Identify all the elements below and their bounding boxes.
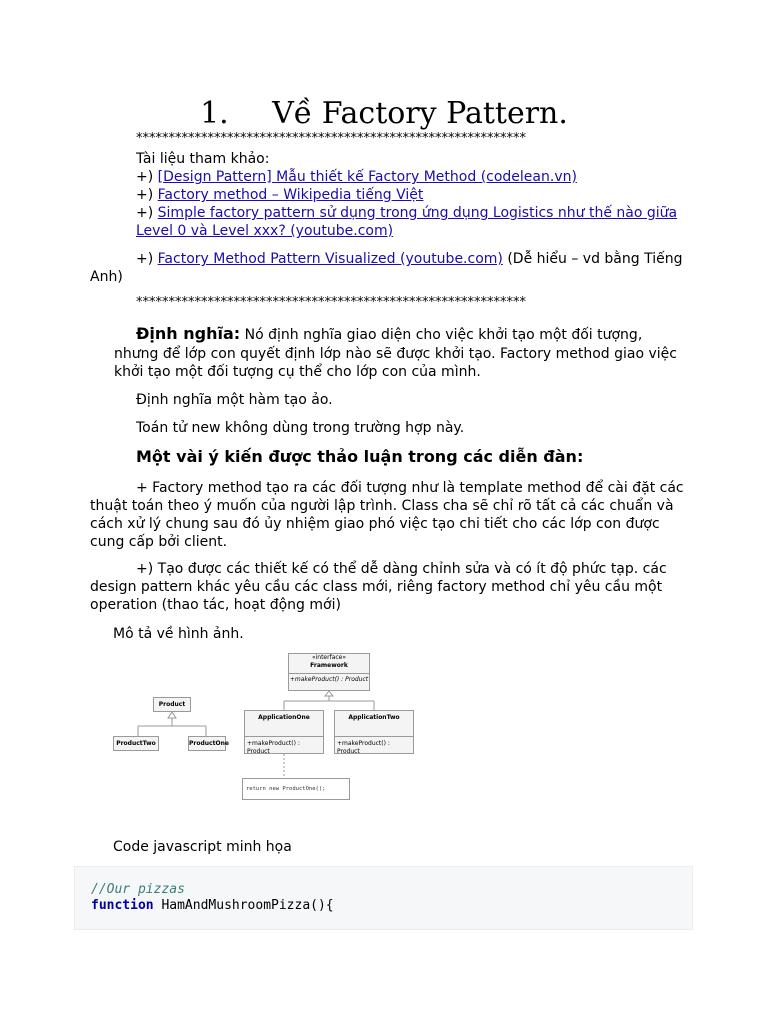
code-comment-line: //Our pizzas — [91, 882, 185, 897]
page-title — [0, 94, 768, 134]
opinion-1-line-3: cách xử lý chung sau đó ủy nhiệm giao phó việc tạo chi tiết cho các lớp con được — [90, 516, 660, 532]
ref-item-2: +) Factory method – Wikipedia tiếng Việt — [136, 187, 424, 203]
opinion-2-line-2: design pattern khác yêu cầu các class mới, riêng factory method chỉ yêu cầu một — [90, 579, 663, 595]
title-text: Về Factory Pattern. — [272, 96, 568, 131]
ref-link-wikipedia[interactable]: Factory method – Wikipedia tiếng Việt — [157, 187, 424, 203]
definition-note-2: Toán tử new không dùng trong trường hợp này. — [136, 420, 465, 436]
ref-item-4: +) Factory Method Pattern Visualized (youtube.com) (Dễ hiểu – vd bằng Tiếng — [136, 251, 683, 267]
ref-item-1: +) [Design Pattern] Mẫu thiết kế Factory Method (codelean.vn) — [136, 169, 577, 185]
title-number: 1. — [200, 96, 229, 131]
ref-link-codelean[interactable]: [Design Pattern] Mẫu thiết kế Factory Method (codelean.vn) — [157, 169, 577, 185]
uml-product-two-class: ProductTwo — [113, 736, 159, 751]
uml-application-one-class: ApplicationOne +makeProduct() : Product — [244, 710, 324, 754]
code-function-line: function HamAndMushroomPizza(){ — [91, 898, 334, 913]
opinions-heading: Một vài ý kiến được thảo luận trong các diễn đàn: — [136, 447, 584, 466]
code-keyword: function — [91, 898, 154, 913]
uml-application-two-class: ApplicationTwo +makeProduct() : Product — [334, 710, 414, 754]
definition-note-1: Định nghĩa một hàm tạo ảo. — [136, 392, 333, 408]
uml-product-one-class: ProductOne — [188, 736, 226, 751]
opinion-2-line-3: operation (thao tác, hoạt động mới) — [90, 597, 341, 613]
code-block — [74, 866, 693, 930]
ref-item-4-cont: Anh) — [90, 269, 123, 285]
opinion-1-line-4: cung cấp bởi client. — [90, 534, 228, 550]
ref-item-3: +) Simple factory pattern sử dụng trong ứng dụng Logistics như thế nào giữa — [136, 205, 678, 221]
separator-top: ************************************************************ — [136, 131, 526, 146]
opinion-1-line-2: thuật toán theo ý muốn của người lập trình. Class cha sẽ chỉ rõ tất cả các chuẩn và — [90, 498, 674, 514]
definition-line-3: khởi tạo một đối tượng cụ thể cho lớp con của mình. — [114, 364, 481, 380]
code-caption: Code javascript minh họa — [113, 839, 292, 855]
image-caption: Mô tả về hình ảnh. — [113, 626, 244, 642]
ref-item-3-cont — [136, 222, 393, 240]
definition-line-1: Định nghĩa: Nó định nghĩa giao diện cho việc khởi tạo một đối tượng, — [136, 324, 643, 343]
uml-framework-class: «interface» Framework +makeProduct() : Product — [288, 653, 370, 691]
ref-link-logistics-cont[interactable]: Level 0 và Level xxx? (youtube.com) — [136, 223, 394, 239]
uml-product-class: Product — [153, 697, 191, 712]
opinion-1-line-1: + Factory method tạo ra các đối tượng như là template method để cài đặt các — [136, 480, 684, 496]
opinion-2-line-1: +) Tạo được các thiết kế có thể dễ dàng chỉnh sửa và có ít độ phức tạp. các — [136, 561, 667, 577]
uml-diagram — [100, 648, 430, 806]
definition-label: Định nghĩa: — [136, 324, 241, 343]
definition-line-2: nhưng để lớp con quyết định lớp nào sẽ được khởi tạo. Factory method giao việc — [114, 346, 677, 362]
ref-link-visualized[interactable]: Factory Method Pattern Visualized (youtube.com) — [157, 251, 503, 267]
refs-heading: Tài liệu tham khảo: — [136, 151, 270, 167]
ref-link-logistics[interactable]: Simple factory pattern sử dụng trong ứng dụng Logistics như thế nào giữa — [157, 205, 678, 221]
separator-bottom: ************************************************************ — [136, 295, 526, 310]
uml-note: return new ProductOne(); — [242, 778, 350, 800]
